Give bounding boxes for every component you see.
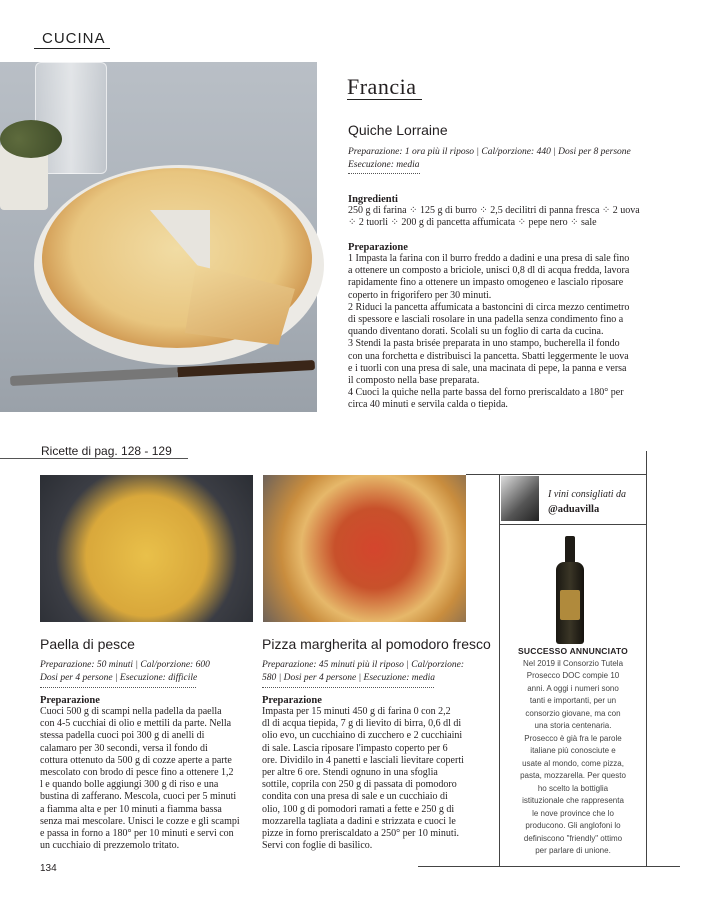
pizza-title: Pizza margherita al pomodoro fresco xyxy=(262,636,491,652)
pizza-prep-line: dl di acqua tiepida, 7 g di lievito di birra, 0,6 dl di xyxy=(262,718,462,730)
paella-preparation xyxy=(40,695,255,852)
pizza-prep-heading: Preparazione xyxy=(262,695,322,706)
pizza-preparation xyxy=(262,695,487,852)
quiche-prep-heading: Preparazione xyxy=(348,242,408,253)
quiche-prep-line: 3 Stendi la pasta brisée preparata in uno stampo, bucherella il fondo xyxy=(348,338,620,350)
sidebar-line: Prosecco DOC compie 10 xyxy=(526,671,620,680)
sidebar-left-rule xyxy=(499,474,500,866)
pizza-meta xyxy=(262,659,482,685)
sidebar-line: usate al mondo, come pizza, xyxy=(522,758,624,768)
paella-prep-line: bustina di zafferano. Mescola, cuoci per 5 minuti xyxy=(40,791,237,803)
quiche-prep-line: il composto nella base preparata. xyxy=(348,375,480,387)
sidebar-line: pasta, mozzarella. Per questo xyxy=(520,771,626,780)
bottle-label xyxy=(560,590,580,620)
sidebar-line: tanti e importanti, per un xyxy=(529,696,617,705)
section-rule xyxy=(34,48,110,49)
paella-prep-heading: Preparazione xyxy=(40,695,100,706)
paella-prep-line: stessa padella cuoci poi 300 g di anelli di xyxy=(40,730,205,742)
sidebar-line: per parlare di unione. xyxy=(535,846,611,855)
pizza-meta-line1: Preparazione: 45 minuti più il riposo | Cal/porzione: xyxy=(262,660,465,670)
sidebar-caption: I vini consigliati da xyxy=(548,489,627,500)
pizza-prep-line: ore. Dividilo in 4 panetti e lasciali lievitare coperti xyxy=(262,754,464,766)
pizza-meta-rule xyxy=(262,687,434,688)
paella-prep-line: l e quando bolle aggiungi 300 g di riso e una xyxy=(40,779,219,791)
country-title: Francia xyxy=(347,74,417,99)
sidebar-line: le nove province che lo xyxy=(532,808,614,818)
pizza-prep-line: per altre 6 ore. Stendi ognuno in una sfoglia xyxy=(262,767,438,779)
sidebar-header-rule xyxy=(499,524,647,525)
paella-title: Paella di pesce xyxy=(40,636,135,652)
pizza-prep-line: Impasta per 15 minuti 450 g di farina 0 con 2,2 xyxy=(262,706,451,717)
ingredients-line1: 250 g di farina ⁘ 125 g di burro ⁘ 2,5 decilitri di panna fresca ⁘ 2 uova xyxy=(348,205,640,216)
sidebar-line: definiscono "friendly" ottimo xyxy=(523,833,623,843)
paella-prep-line: con 4-5 cucchiai di olio e mettili da parte. Nella xyxy=(40,718,232,730)
paella-prep-line: Cuoci 500 g di scampi nella padella da paella xyxy=(40,706,222,717)
paella-prep-line: e passa in forno a 180° per 10 minuti e servi con xyxy=(40,828,234,840)
quiche-title: Quiche Lorraine xyxy=(348,122,448,138)
sidebar-line: italiane più conosciute e xyxy=(530,746,616,755)
sidebar-heading: SUCCESSO ANNUNCIATO xyxy=(518,646,628,656)
paella-meta-rule xyxy=(40,687,196,688)
herb-decoration xyxy=(0,120,62,158)
sidebar-line: istituzionale che rappresenta xyxy=(522,796,624,805)
quiche-meta-line1: Preparazione: 1 ora più il riposo | Cal/porzione: 440 | Dosi per 8 persone xyxy=(348,147,631,157)
pizza-prep-line: condita con una presa di sale e un cucchiaio di xyxy=(262,791,448,803)
sidebar-top-rule xyxy=(466,474,647,475)
pizza-prep-line: pizze in forno preriscaldato a 250° per 10 minuti. xyxy=(262,828,459,840)
quiche-meta xyxy=(348,146,678,172)
pizza-meta-line2: 580 | Dosi per 4 persone | Esecuzione: media xyxy=(262,673,436,683)
quiche-prep-line: 4 Cuoci la quiche nella parte bassa del forno preriscaldato a 180° per xyxy=(348,387,624,399)
paella-prep-line: un cucchiaio di prezzemolo tritato. xyxy=(40,840,180,852)
sidebar-line: una storia centenaria. xyxy=(534,721,612,730)
pizza-prep-line: sottile, coprila con 250 g di passata di pomodoro xyxy=(262,779,457,791)
paella-prep-line: a fiamma alta e per 10 minuti a fiamma bassa xyxy=(40,803,222,815)
avatar xyxy=(501,476,539,521)
ricette-rule xyxy=(0,458,188,459)
pizza-prep-line: olio evo, un cucchiaino di zucchero e 2 cucchiaini xyxy=(262,730,463,742)
section-label: CUCINA xyxy=(42,30,106,47)
page-bottom-rule xyxy=(418,866,680,867)
quiche-ingredients xyxy=(348,194,688,229)
pizza-prep-line: di sale. Lascia riposare l'impasto coperto per 6 xyxy=(262,742,448,754)
quiche-prep-line: 1 Impasta la farina con il burro freddo a dadini e una presa di sale fino xyxy=(348,253,630,264)
pizza-photo xyxy=(263,475,466,622)
ricette-label: Ricette di pag. 128 - 129 xyxy=(41,444,172,458)
paella-photo xyxy=(40,475,253,622)
quiche-prep-line: circa 40 minuti e servila calda o tiepida. xyxy=(348,399,508,411)
quiche-prep-line: di spessore e lasciali rosolare in una padella senza condimento fino a xyxy=(348,314,624,326)
sidebar-line: anni. A oggi i numeri sono xyxy=(527,683,619,693)
quiche-prep-line: a ottenere un composto a briciole, unisci 0,8 dl di acqua fredda, lavora xyxy=(348,265,630,277)
quiche-prep-line: coperto in frigorifero per 30 minuti. xyxy=(348,289,492,301)
quiche-meta-line2: Esecuzione: media xyxy=(348,160,420,170)
quiche-prep-line: quando diventano dorati. Scolali su un foglio di carta da cucina. xyxy=(348,326,604,338)
ingredients-line2: ⁘ 2 tuorli ⁘ 200 g di pancetta affumicata ⁘ pepe nero ⁘ sale xyxy=(348,217,597,229)
paella-prep-line: cottura ottenuto da 500 g di cozze aperte a parte xyxy=(40,754,232,766)
page-number: 134 xyxy=(40,863,57,874)
sidebar-line: producono. Gli anglofoni lo xyxy=(525,821,621,830)
paella-meta-line1: Preparazione: 50 minuti | Cal/porzione: 600 xyxy=(40,660,210,670)
sidebar-article xyxy=(503,645,643,858)
quiche-preparation xyxy=(348,242,693,412)
paella-meta xyxy=(40,659,255,685)
paella-prep-line: calamaro per 30 secondi, versa il fondo di xyxy=(40,742,208,754)
country-rule xyxy=(347,99,422,100)
ingredients-heading: Ingredienti xyxy=(348,194,398,205)
pizza-prep-line: olio, 100 g di pomodori ramati a fette e 250 g di xyxy=(262,803,455,815)
sidebar-line: consorzio giovane, ma con xyxy=(525,708,621,718)
pizza-prep-line: Servi con foglie di basilico. xyxy=(262,840,373,852)
sidebar-line: Prosecco è già fra le parole xyxy=(524,733,622,743)
paella-prep-line: senza mai mescolare. Unisci le cozze e gli scampi xyxy=(40,815,240,827)
paella-meta-line2: Dosi per 4 persone | Esecuzione: difficile xyxy=(40,673,198,683)
pizza-prep-line: mozzarella tagliata a dadini e strizzata e cuoci le xyxy=(262,815,456,827)
paella-prep-line: mescolato con brodo di pesce fino a ottenere 1,2 xyxy=(40,767,234,779)
quiche-prep-line: rapidamente fino a ottenere un impasto omogeneo e lascialo riposare xyxy=(348,277,624,289)
quiche-prep-line: e i tuorli con una presa di sale, una macinata di pepe, la panna e versa xyxy=(348,362,627,374)
sidebar-handle: @aduavilla xyxy=(548,504,600,515)
sidebar-line: Nel 2019 il Consorzio Tutela xyxy=(522,658,624,668)
quiche-prep-line: 2 Riduci la pancetta affumicata a bastoncini di circa mezzo centimetro xyxy=(348,301,630,313)
quiche-meta-rule xyxy=(348,173,420,174)
sidebar-right-rule xyxy=(646,451,647,866)
quiche-prep-line: con una forchetta e distribuisci la pancetta. Sbatti leggermente le uova xyxy=(348,350,629,362)
sidebar-line: ho scelto la bottiglia xyxy=(537,783,609,793)
